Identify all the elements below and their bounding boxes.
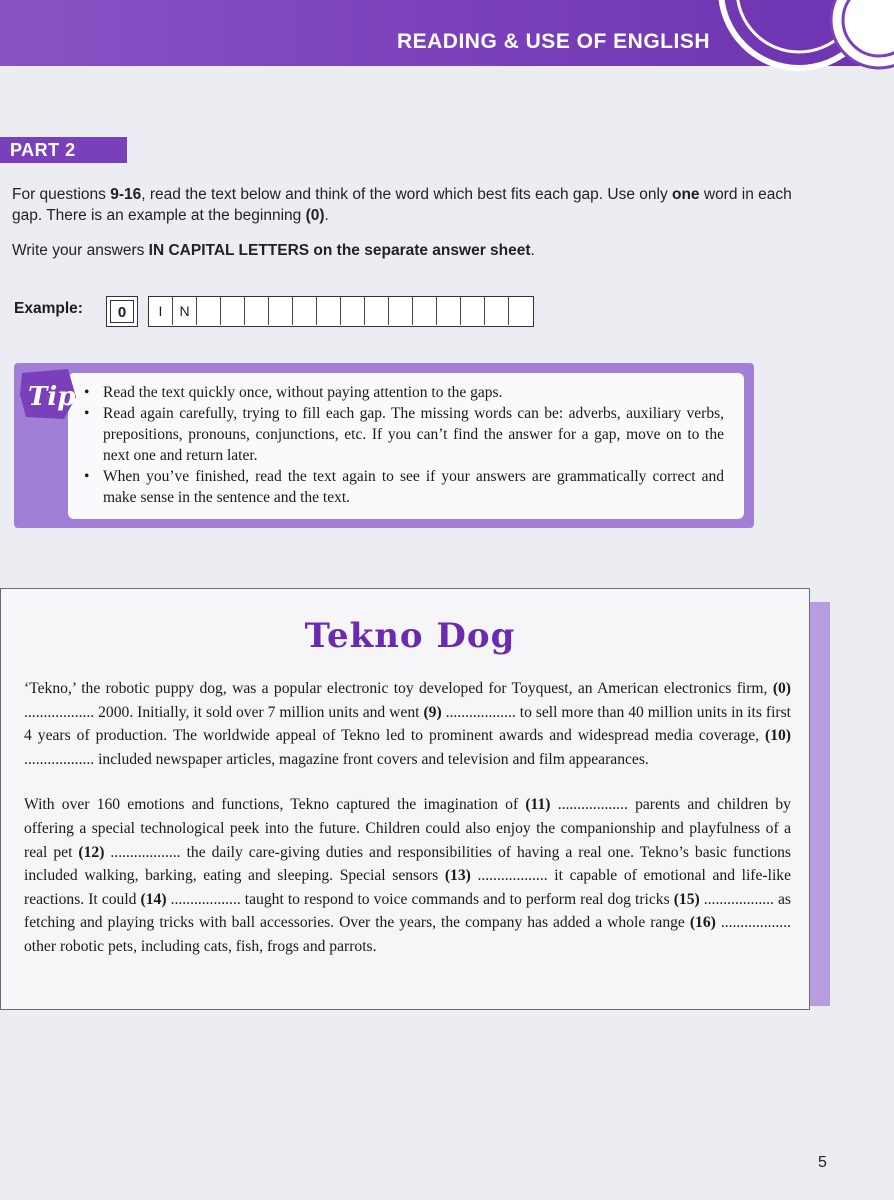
tip-item: • Read the text quickly once, without paying attention to the gaps. xyxy=(84,382,724,403)
passage-text: .................. to sell more than 40 million units in its first 4 years of production. The worldwide appeal of Tekno led to prominent awards and widespread media coverage, xyxy=(24,703,791,745)
instructions xyxy=(12,184,802,261)
gap-number: (16) xyxy=(689,914,716,932)
passage-text: .................. the daily care-giving duties and responsibilities of having a real one. Tekno’s basic functions included walking, barking, eating and sleeping. Special sensors xyxy=(24,843,791,885)
passage-text: .................. parents and children by offering a special technological peek into the future. Children could also enjoy the companionship and playfulness of a real pet xyxy=(24,796,791,861)
passage-text: .................. 2000. Initially, it sold over 7 million units and went xyxy=(24,703,424,721)
answer-cell: I xyxy=(149,297,173,325)
circle-decoration-icon xyxy=(704,0,894,80)
example-number-box xyxy=(106,296,138,327)
instr-text: , read the text below and think of the word which best fits each gap. Use only xyxy=(141,186,672,203)
gap-number: (10) xyxy=(765,727,791,745)
gap-number: (13) xyxy=(444,867,471,885)
gap-number: (9) xyxy=(423,703,442,721)
answer-cell xyxy=(389,297,413,325)
answer-cell xyxy=(485,297,509,325)
section-title: READING & USE OF ENGLISH xyxy=(396,30,710,53)
answer-cell xyxy=(221,297,245,325)
answer-cell xyxy=(509,297,533,325)
answer-cell: N xyxy=(173,297,197,325)
reading-title: Tekno Dog xyxy=(304,616,516,656)
answer-cell xyxy=(269,297,293,325)
answer-cell xyxy=(317,297,341,325)
passage-text: .................. included newspaper articles, magazine front covers and television and film appearances. xyxy=(24,750,649,768)
example-answer-grid xyxy=(148,296,534,327)
gap-number: (12) xyxy=(78,843,105,861)
tip-badge-icon xyxy=(18,367,80,423)
answer-cell xyxy=(197,297,221,325)
gap-number: (15) xyxy=(673,890,700,908)
tip-list xyxy=(84,382,724,508)
answer-cell xyxy=(245,297,269,325)
answer-cell xyxy=(437,297,461,325)
part-label: PART 2 xyxy=(0,137,127,163)
instr-text: word in each gap. There is an example at the beginning xyxy=(12,186,792,224)
page-number: 5 xyxy=(818,1154,827,1171)
passage-paragraph-1 xyxy=(24,677,791,771)
answer-cell xyxy=(461,297,485,325)
instructions-paragraph-1 xyxy=(12,184,802,226)
gap-number: (0) xyxy=(772,680,791,697)
instr-question-range: 9-16 xyxy=(110,186,142,203)
instr-text: . xyxy=(530,242,535,259)
answer-cell xyxy=(341,297,365,325)
gap-number: (11) xyxy=(525,796,551,814)
gap-number: (14) xyxy=(140,890,167,908)
passage-text: With over 160 emotions and functions, Tekno captured the imagination of xyxy=(24,796,526,814)
passage-paragraph-2 xyxy=(24,793,791,958)
passage-text: .................. other robotic pets, including cats, fish, frogs and parrots. xyxy=(24,914,791,955)
instr-text: . xyxy=(324,207,329,224)
instr-one: one xyxy=(672,186,700,203)
instr-capitals: IN CAPITAL LETTERS on the separate answer sheet xyxy=(148,242,531,259)
example-number: 0 xyxy=(110,300,134,323)
passage-text: .................. as fetching and playing tricks with ball accessories. Over the years, the company has added a whole range xyxy=(24,890,791,932)
answer-cell xyxy=(365,297,389,325)
tip-item: • Read again carefully, trying to fill each gap. The missing words can be: adverbs, auxiliary verbs, prepositions, pronouns, conjunctions, etc. If you can’t find the answer for a gap, move on to the next one and return later. xyxy=(84,403,724,466)
answer-cell xyxy=(293,297,317,325)
passage-text: .................. taught to respond to voice commands and to perform real dog tricks xyxy=(166,890,674,908)
reading-passage xyxy=(24,677,791,959)
tip-item: • When you’ve finished, read the text again to see if your answers are grammatically correct and make sense in the sentence and the text. xyxy=(84,466,724,508)
instructions-paragraph-2 xyxy=(12,240,802,261)
tip-badge-label: Tip xyxy=(28,382,76,412)
passage-text: ‘Tekno,’ the robotic puppy dog, was a popular electronic toy developed for Toyquest, an American electronics firm, xyxy=(24,680,773,697)
instr-example-ref: (0) xyxy=(305,207,325,224)
example-label: Example: xyxy=(14,300,83,317)
instr-text: Write your answers xyxy=(12,242,149,259)
answer-cell xyxy=(413,297,437,325)
instr-text: For questions xyxy=(12,186,111,203)
passage-text: .................. it capable of emotional and life-like reactions. It could xyxy=(24,867,791,908)
